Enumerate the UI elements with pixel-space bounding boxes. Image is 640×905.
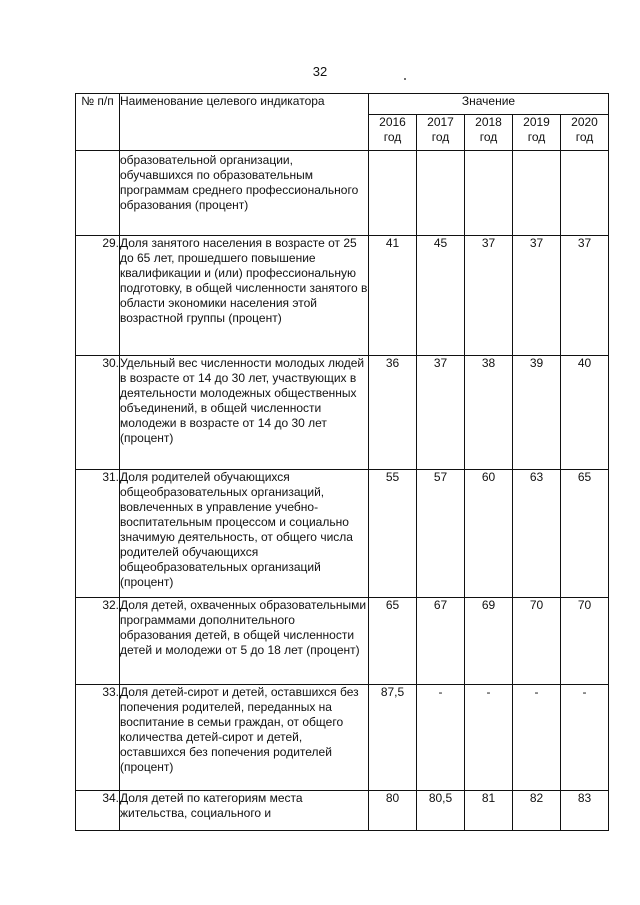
value-2019: 37 [513,236,561,356]
value-2016: 87,5 [369,685,417,791]
value-2018: 81 [465,791,513,831]
value-2019: 39 [513,356,561,470]
indicator-name: Удельный вес численности молодых людей в возрасте от 14 до 30 лет, участвующих в деятельности молодежных общественных объединений, в общей численности молодежи в возрасте от 14 до 30 лет (процент) [120,356,369,470]
header-number: № п/п [76,94,120,151]
value-2020: 65 [561,470,609,598]
indicator-name: Доля родителей обучающихся общеобразовательных организаций, вовлеченных в управление учебно-воспитательным процессом и социально значимую деятельность, от общего числа родителей обучающихся общеобразовательных организаций (процент) [120,470,369,598]
table-row-30 [76,356,609,470]
indicator-name: Доля занятого населения в возрасте от 25 до 65 лет, прошедшего повышение квалификации и (или) профессиональную подготовку, в общей численности занятого в области экономики населения этой возрастной группы (процент) [120,236,369,356]
value-2018 [465,151,513,236]
header-year-2017: 2017 год [417,115,465,151]
value-2016 [369,151,417,236]
value-2016: 41 [369,236,417,356]
value-2017: 45 [417,236,465,356]
scan-speck [404,78,406,80]
header-year-2018: 2018 год [465,115,513,151]
value-2018: 38 [465,356,513,470]
row-number [76,151,120,236]
table-row-33 [76,685,609,791]
value-2020: 37 [561,236,609,356]
value-2018: 69 [465,598,513,685]
value-2019: 70 [513,598,561,685]
value-2017: 37 [417,356,465,470]
value-2018: - [465,685,513,791]
header-value: Значение [369,94,609,115]
value-2017: - [417,685,465,791]
row-number: 33. [76,685,120,791]
value-2016: 36 [369,356,417,470]
value-2017 [417,151,465,236]
table-row-31 [76,470,609,598]
page-number: 32 [312,64,328,79]
value-2020: - [561,685,609,791]
value-2018: 60 [465,470,513,598]
row-number: 34. [76,791,120,831]
value-2016: 55 [369,470,417,598]
value-2019 [513,151,561,236]
table-row-29 [76,236,609,356]
value-2020: 40 [561,356,609,470]
value-2017: 57 [417,470,465,598]
indicator-name: Доля детей, охваченных образовательными программами дополнительного образования детей, в общей численности детей и молодежи от 5 до 18 лет (процент) [120,598,369,685]
table-row-32 [76,598,609,685]
header-indicator-name: Наименование целевого индикатора [120,94,369,151]
value-2020: 83 [561,791,609,831]
table-row-continued [76,151,609,236]
value-2019: 63 [513,470,561,598]
value-2016: 80 [369,791,417,831]
value-2020 [561,151,609,236]
row-number: 32. [76,598,120,685]
value-2017: 80,5 [417,791,465,831]
value-2018: 37 [465,236,513,356]
indicator-name: образовательной организации, обучавшихся по образовательным программам среднего профессионального образования (процент) [120,151,369,236]
table-row-34 [76,791,609,831]
value-2017: 67 [417,598,465,685]
row-number: 29. [76,236,120,356]
value-2019: 82 [513,791,561,831]
indicators-table [75,93,609,831]
row-number: 30. [76,356,120,470]
indicator-name: Доля детей по категориям места жительства, социального и [120,791,369,831]
value-2019: - [513,685,561,791]
row-number: 31. [76,470,120,598]
header-year-2016: 2016 год [369,115,417,151]
value-2016: 65 [369,598,417,685]
header-year-2020: 2020 год [561,115,609,151]
indicator-name: Доля детей-сирот и детей, оставшихся без попечения родителей, переданных на воспитание в семьи граждан, от общего количества детей-сирот и детей, оставшихся без попечения родителей (процент) [120,685,369,791]
value-2020: 70 [561,598,609,685]
header-year-2019: 2019 год [513,115,561,151]
